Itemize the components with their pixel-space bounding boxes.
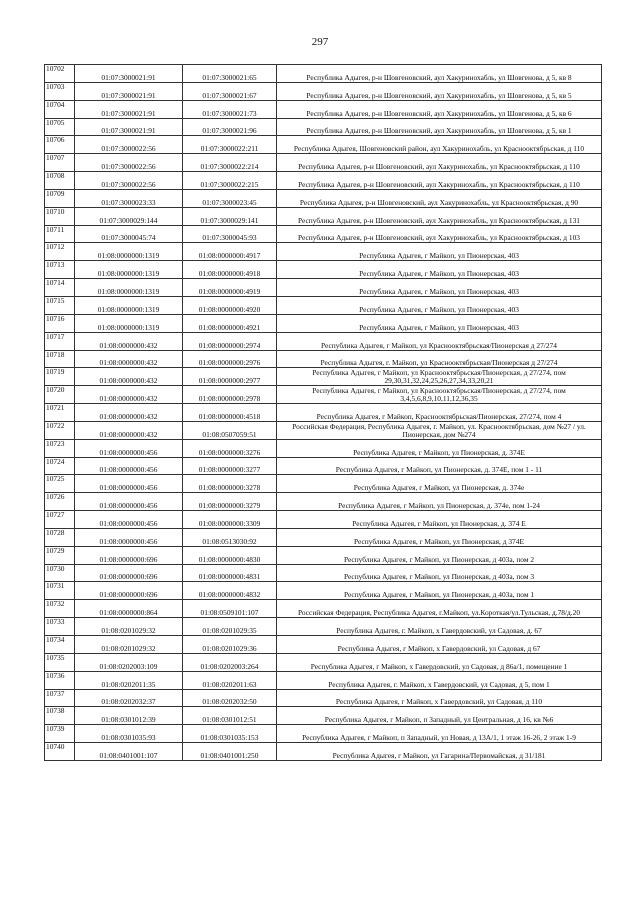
table-row <box>45 457 602 475</box>
table-row <box>45 136 602 154</box>
row-number-cell: 10734 <box>45 636 75 654</box>
table-row <box>45 564 602 582</box>
table-row <box>45 511 602 529</box>
address-cell: Республика Адыгея, р-н Шовгеновский, аул Хакуринохабль, ул Краснооктябрьская, д 110 <box>277 154 602 172</box>
row-number-cell: 10740 <box>45 743 75 761</box>
row-number-cell: 10728 <box>45 528 75 546</box>
table-row <box>45 725 602 743</box>
address-cell: Республика Адыгея, г Майкоп, ул Пионерская, д 403а, пом 1 <box>277 582 602 600</box>
row-number-cell: 10739 <box>45 725 75 743</box>
address-cell: Республика Адыгея, г Майкоп, п Западный, ул Новая, д 13А/1, 1 этаж 16-26, 2 этаж 1-9 <box>277 725 602 743</box>
parent-cadastral-number-cell: 01:08:0401001:107 <box>75 743 183 761</box>
address-cell: Республика Адыгея, г Майкоп, ул Пионерская, 403 <box>277 243 602 261</box>
row-number-cell: 10722 <box>45 421 75 439</box>
row-number-cell: 10715 <box>45 296 75 314</box>
parent-cadastral-number-cell: 01:08:0000000:456 <box>75 475 183 493</box>
address-cell: Республика Адыгея, г. Майкоп, х Гавердовский, ул Садовая, д 5, пом 1 <box>277 671 602 689</box>
parent-cadastral-number-cell: 01:07:3000021:91 <box>75 82 183 100</box>
table-row <box>45 350 602 368</box>
parent-cadastral-number-cell: 01:08:0000000:432 <box>75 404 183 422</box>
table-row <box>45 243 602 261</box>
cadastral-number-cell: 01:08:0202011:63 <box>183 671 277 689</box>
parent-cadastral-number-cell: 01:08:0201029:32 <box>75 636 183 654</box>
address-cell: Республика Адыгея, г Майкоп, ул Краснооктябрьская/Пионерская д 27/274 <box>277 332 602 350</box>
row-number-cell: 10721 <box>45 404 75 422</box>
parent-cadastral-number-cell: 01:07:3000045:74 <box>75 225 183 243</box>
row-number-cell: 10731 <box>45 582 75 600</box>
row-number-cell: 10730 <box>45 564 75 582</box>
cadastral-number-cell: 01:08:0000000:4917 <box>183 243 277 261</box>
row-number-cell: 10702 <box>45 65 75 83</box>
parent-cadastral-number-cell: 01:08:0000000:1319 <box>75 279 183 297</box>
cadastral-number-cell: 01:08:0000000:2974 <box>183 332 277 350</box>
cadastral-number-cell: 01:07:3000022:214 <box>183 154 277 172</box>
cadastral-number-cell: 01:08:0509101:107 <box>183 600 277 618</box>
parent-cadastral-number-cell: 01:08:0000000:432 <box>75 350 183 368</box>
row-number-cell: 10705 <box>45 118 75 136</box>
parent-cadastral-number-cell: 01:08:0301035:93 <box>75 725 183 743</box>
parent-cadastral-number-cell: 01:07:3000021:91 <box>75 118 183 136</box>
address-cell: Республика Адыгея, г Майкоп, ул Пионерская, 403 <box>277 296 602 314</box>
table-row <box>45 493 602 511</box>
address-cell: Республика Адыгея, г Майкоп, х Гавердовский, ул Садовая, д 67 <box>277 636 602 654</box>
parent-cadastral-number-cell: 01:08:0000000:456 <box>75 439 183 457</box>
row-number-cell: 10738 <box>45 707 75 725</box>
cadastral-number-cell: 01:08:0202003:264 <box>183 653 277 671</box>
table-row <box>45 207 602 225</box>
parent-cadastral-number-cell: 01:08:0000000:696 <box>75 564 183 582</box>
address-cell: Республика Адыгея, р-н Шовгеновский, аул Хакуринохабль, ул Шовгенова, д 5, кв 5 <box>277 82 602 100</box>
table-row <box>45 386 602 404</box>
address-cell: Республика Адыгея, р-н Шовгеновский, аул Хакуринохабль, ул Шовгенова, д 5, кв 1 <box>277 118 602 136</box>
parent-cadastral-number-cell: 01:08:0000000:1319 <box>75 314 183 332</box>
parent-cadastral-number-cell: 01:07:3000023:33 <box>75 189 183 207</box>
row-number-cell: 10713 <box>45 261 75 279</box>
cadastral-number-cell: 01:08:0000000:4919 <box>183 279 277 297</box>
address-cell: Республика Адыгея, г Майкоп, п Западный, ул Центральная, д 16, кв №6 <box>277 707 602 725</box>
row-number-cell: 10718 <box>45 350 75 368</box>
address-cell: Республика Адыгея, г Майкоп, ул Пионерская, д. 374 Е <box>277 511 602 529</box>
row-number-cell: 10711 <box>45 225 75 243</box>
table-row <box>45 65 602 83</box>
address-cell: Российская Федерация, Республика Адыгея, г.Майкоп, ул.Короткая/ул.Тульская, д.78/д.20 <box>277 600 602 618</box>
parent-cadastral-number-cell: 01:08:0301012:39 <box>75 707 183 725</box>
parent-cadastral-number-cell: 01:08:0202003:109 <box>75 653 183 671</box>
cadastral-number-cell: 01:08:0000000:4921 <box>183 314 277 332</box>
table-row <box>45 368 602 386</box>
row-number-cell: 10725 <box>45 475 75 493</box>
table-row <box>45 707 602 725</box>
row-number-cell: 10714 <box>45 279 75 297</box>
cadastral-number-cell: 01:08:0000000:2978 <box>183 386 277 404</box>
parent-cadastral-number-cell: 01:08:0000000:456 <box>75 457 183 475</box>
registry-table <box>44 64 602 761</box>
table-row <box>45 671 602 689</box>
row-number-cell: 10709 <box>45 189 75 207</box>
parent-cadastral-number-cell: 01:08:0000000:456 <box>75 511 183 529</box>
cadastral-number-cell: 01:08:0301012:51 <box>183 707 277 725</box>
cadastral-number-cell: 01:07:3000021:73 <box>183 100 277 118</box>
cadastral-number-cell: 01:08:0000000:4830 <box>183 546 277 564</box>
table-row <box>45 82 602 100</box>
table-row <box>45 546 602 564</box>
address-cell: Республика Адыгея, г Майкоп, ул Пионерская, д 403а, пом 2 <box>277 546 602 564</box>
address-cell: Республика Адыгея, г Майкоп, ул Пионерская, 403 <box>277 314 602 332</box>
cadastral-number-cell: 01:07:3000023:45 <box>183 189 277 207</box>
parent-cadastral-number-cell: 01:08:0201029:32 <box>75 618 183 636</box>
cadastral-number-cell: 01:07:3000022:211 <box>183 136 277 154</box>
cadastral-number-cell: 01:08:0401001:250 <box>183 743 277 761</box>
row-number-cell: 10726 <box>45 493 75 511</box>
address-cell: Республика Адыгея, г Майкоп, ул Пионерская, д. 374е, пом 1-24 <box>277 493 602 511</box>
table-row <box>45 314 602 332</box>
parent-cadastral-number-cell: 01:08:0000000:696 <box>75 546 183 564</box>
cadastral-number-cell: 01:07:3000029:141 <box>183 207 277 225</box>
address-cell: Республика Адыгея, г Майкоп, ул Краснооктябрьская/Пионерская, д 27/274, пом 3,4,5,6,8,9,10,11,12,36,35 <box>277 386 602 404</box>
cadastral-number-cell: 01:08:0000000:3309 <box>183 511 277 529</box>
parent-cadastral-number-cell: 01:07:3000021:91 <box>75 100 183 118</box>
cadastral-number-cell: 01:07:3000021:67 <box>183 82 277 100</box>
address-cell: Республика Адыгея, р-н Шовгеновский, аул Хакуринохабль, ул Краснооктябрьская, д 110 <box>277 172 602 190</box>
address-cell: Республика Адыгея, р-н Шовгеновский, аул Хакуринохабль, ул Краснооктябрьская, д 90 <box>277 189 602 207</box>
row-number-cell: 10732 <box>45 600 75 618</box>
table-row <box>45 332 602 350</box>
address-cell: Республика Адыгея, г Майкоп, Краснооктябрьская/Пионерская, 27/274, пом 4 <box>277 404 602 422</box>
row-number-cell: 10704 <box>45 100 75 118</box>
parent-cadastral-number-cell: 01:08:0000000:1319 <box>75 296 183 314</box>
parent-cadastral-number-cell: 01:07:3000029:144 <box>75 207 183 225</box>
table-row <box>45 636 602 654</box>
address-cell: Российская Федерация, Республика Адыгея, г. Майкоп, ул. Краснооктябрьская, дом №27 / ул. Пионерская, дом №274 <box>277 421 602 439</box>
table-row <box>45 475 602 493</box>
address-cell: Республика Адыгея, г. Майкоп, ул Краснооктябрьская/Пионерская д 27/274 <box>277 350 602 368</box>
table-row <box>45 261 602 279</box>
row-number-cell: 10712 <box>45 243 75 261</box>
row-number-cell: 10733 <box>45 618 75 636</box>
parent-cadastral-number-cell: 01:08:0000000:432 <box>75 368 183 386</box>
address-cell: Республика Адыгея, г. Майкоп, х Гавердовский, ул Садовая, д. 67 <box>277 618 602 636</box>
cadastral-number-cell: 01:08:0201029:36 <box>183 636 277 654</box>
row-number-cell: 10719 <box>45 368 75 386</box>
cadastral-number-cell: 01:08:0000000:3276 <box>183 439 277 457</box>
cadastral-number-cell: 01:08:0507059:51 <box>183 421 277 439</box>
row-number-cell: 10724 <box>45 457 75 475</box>
cadastral-number-cell: 01:08:0000000:4920 <box>183 296 277 314</box>
cadastral-number-cell: 01:08:0513030:92 <box>183 528 277 546</box>
table-row <box>45 743 602 761</box>
table-row <box>45 154 602 172</box>
registry-table-body <box>45 65 602 761</box>
address-cell: Республика Адыгея, г Майкоп, х Гавердовский, ул Садовая, д 110 <box>277 689 602 707</box>
cadastral-number-cell: 01:08:0201029:35 <box>183 618 277 636</box>
address-cell: Республика Адыгея, г Майкоп, ул Краснооктябрьская/Пионерская, д 27/274, пом 29,30,31,32,24,25,26,27,34,33,20,21 <box>277 368 602 386</box>
address-cell: Республика Адыгея, г Майкоп, ул Пионерская, д. 374Е <box>277 439 602 457</box>
row-number-cell: 10708 <box>45 172 75 190</box>
row-number-cell: 10720 <box>45 386 75 404</box>
address-cell: Республика Адыгея, г Майкоп, ул Пионерская, д 403а, пом 3 <box>277 564 602 582</box>
table-row <box>45 225 602 243</box>
table-row <box>45 582 602 600</box>
cadastral-number-cell: 01:07:3000021:96 <box>183 118 277 136</box>
table-row <box>45 439 602 457</box>
table-row <box>45 421 602 439</box>
parent-cadastral-number-cell: 01:07:3000021:91 <box>75 65 183 83</box>
table-row <box>45 600 602 618</box>
parent-cadastral-number-cell: 01:07:3000022:56 <box>75 172 183 190</box>
cadastral-number-cell: 01:07:3000022:215 <box>183 172 277 190</box>
row-number-cell: 10707 <box>45 154 75 172</box>
parent-cadastral-number-cell: 01:07:3000022:56 <box>75 136 183 154</box>
address-cell: Республика Адыгея, г Майкоп, ул Пионерская, 403 <box>277 279 602 297</box>
row-number-cell: 10717 <box>45 332 75 350</box>
cadastral-number-cell: 01:08:0000000:4832 <box>183 582 277 600</box>
cadastral-number-cell: 01:08:0000000:4518 <box>183 404 277 422</box>
parent-cadastral-number-cell: 01:08:0000000:1319 <box>75 261 183 279</box>
parent-cadastral-number-cell: 01:08:0202011:35 <box>75 671 183 689</box>
row-number-cell: 10723 <box>45 439 75 457</box>
address-cell: Республика Адыгея, р-н Шовгеновский, аул Хакуринохабль, ул Краснооктябрьская, д 131 <box>277 207 602 225</box>
address-cell: Республика Адыгея, г Майкоп, ул Пионерская, д 374Е <box>277 528 602 546</box>
parent-cadastral-number-cell: 01:07:3000022:56 <box>75 154 183 172</box>
parent-cadastral-number-cell: 01:08:0000000:432 <box>75 421 183 439</box>
cadastral-number-cell: 01:07:3000045:93 <box>183 225 277 243</box>
table-row <box>45 296 602 314</box>
address-cell: Республика Адыгея, р-н Шовгеновский, аул Хакуринохабль, ул Шовгенова, д 5, кв 6 <box>277 100 602 118</box>
parent-cadastral-number-cell: 01:08:0000000:864 <box>75 600 183 618</box>
table-row <box>45 100 602 118</box>
address-cell: Республика Адыгея, г Майкоп, ул Пионерская, д. 374е <box>277 475 602 493</box>
table-row <box>45 118 602 136</box>
cadastral-number-cell: 01:08:0000000:3277 <box>183 457 277 475</box>
cadastral-number-cell: 01:08:0000000:3278 <box>183 475 277 493</box>
table-row <box>45 404 602 422</box>
row-number-cell: 10735 <box>45 653 75 671</box>
cadastral-number-cell: 01:08:0000000:2977 <box>183 368 277 386</box>
cadastral-number-cell: 01:08:0202032:50 <box>183 689 277 707</box>
table-row <box>45 279 602 297</box>
cadastral-number-cell: 01:08:0000000:3279 <box>183 493 277 511</box>
parent-cadastral-number-cell: 01:08:0000000:696 <box>75 582 183 600</box>
cadastral-number-cell: 01:08:0301035:153 <box>183 725 277 743</box>
table-row <box>45 618 602 636</box>
address-cell: Республика Адыгея, г Майкоп, ул Гагарина/Первомайская, д 31/181 <box>277 743 602 761</box>
address-cell: Республика Адыгея, г Майкоп, ул Пионерская, 403 <box>277 261 602 279</box>
table-row <box>45 689 602 707</box>
row-number-cell: 10727 <box>45 511 75 529</box>
parent-cadastral-number-cell: 01:08:0202032:37 <box>75 689 183 707</box>
address-cell: Республика Адыгея, г Майкоп, ул Пионерская, д. 374Е, пом 1 - 11 <box>277 457 602 475</box>
cadastral-number-cell: 01:08:0000000:2976 <box>183 350 277 368</box>
row-number-cell: 10737 <box>45 689 75 707</box>
address-cell: Республика Адыгея, Шовгеновский район, аул Хакуринохабль, ул Краснооктябрьская, д 110 <box>277 136 602 154</box>
parent-cadastral-number-cell: 01:08:0000000:456 <box>75 528 183 546</box>
parent-cadastral-number-cell: 01:08:0000000:432 <box>75 386 183 404</box>
cadastral-number-cell: 01:07:3000021:65 <box>183 65 277 83</box>
address-cell: Республика Адыгея, г Майкоп, х Гавердовский, ул Садовая, д 86а/1, помещение 1 <box>277 653 602 671</box>
page-number: 297 <box>311 36 329 48</box>
table-row <box>45 189 602 207</box>
address-cell: Республика Адыгея, р-н Шовгеновский, аул Хакуринохабль, ул Шовгенова, д 5, кв 8 <box>277 65 602 83</box>
table-row <box>45 528 602 546</box>
address-cell: Республика Адыгея, р-н Шовгеновский, аул Хакуринохабль, ул Краснооктябрьская, д 103 <box>277 225 602 243</box>
row-number-cell: 10706 <box>45 136 75 154</box>
cadastral-number-cell: 01:08:0000000:4831 <box>183 564 277 582</box>
cadastral-number-cell: 01:08:0000000:4918 <box>183 261 277 279</box>
parent-cadastral-number-cell: 01:08:0000000:432 <box>75 332 183 350</box>
row-number-cell: 10703 <box>45 82 75 100</box>
row-number-cell: 10736 <box>45 671 75 689</box>
row-number-cell: 10729 <box>45 546 75 564</box>
table-row <box>45 653 602 671</box>
row-number-cell: 10710 <box>45 207 75 225</box>
table-row <box>45 172 602 190</box>
parent-cadastral-number-cell: 01:08:0000000:456 <box>75 493 183 511</box>
row-number-cell: 10716 <box>45 314 75 332</box>
parent-cadastral-number-cell: 01:08:0000000:1319 <box>75 243 183 261</box>
